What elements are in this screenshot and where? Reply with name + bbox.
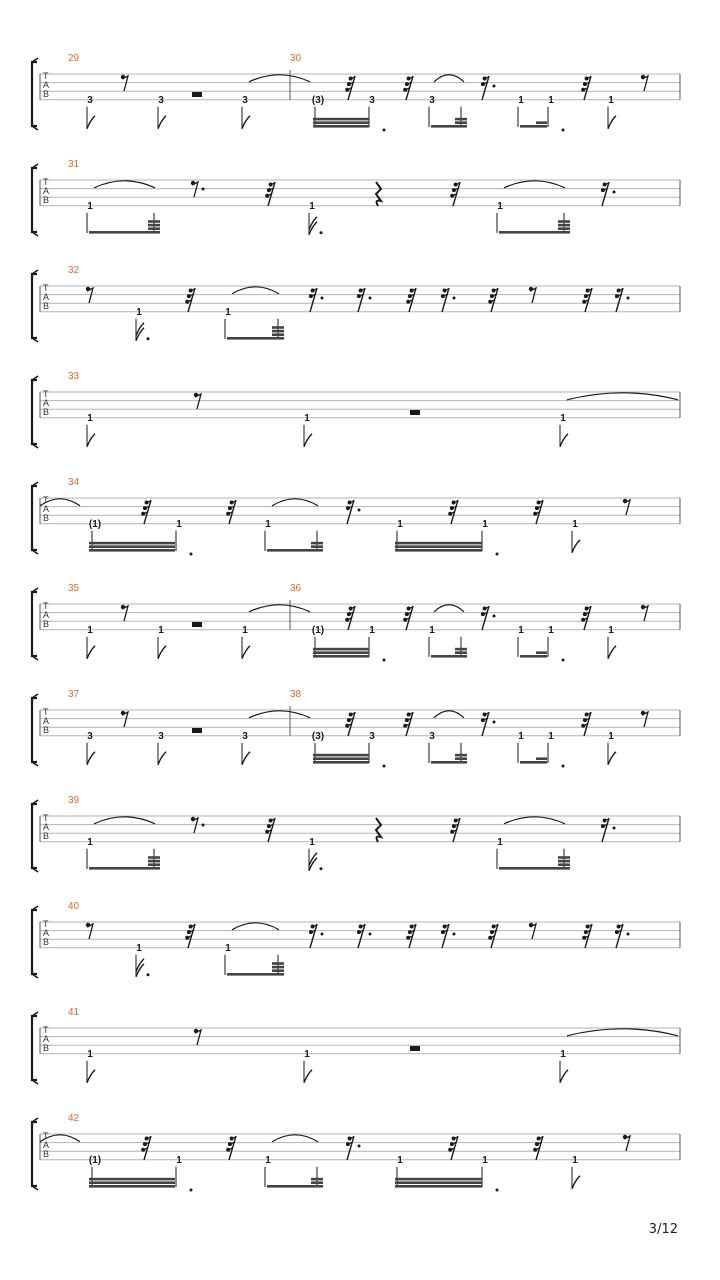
note-dot [320, 867, 323, 870]
note-beam [89, 542, 175, 545]
tie-arc [567, 1029, 678, 1036]
tie-arc [567, 393, 678, 400]
tab-clef-letter: T [43, 707, 49, 717]
note-beam [89, 1178, 175, 1181]
note-dot [562, 659, 565, 662]
note-dot [147, 973, 150, 976]
fret-number: 1 [497, 836, 503, 848]
measure-number: 41 [68, 1007, 80, 1018]
half-rest [192, 92, 202, 97]
fret-number: 1 [497, 200, 503, 212]
fret-number: 1 [87, 836, 93, 848]
tab-clef-letter: T [43, 919, 49, 929]
note-beam [313, 754, 369, 757]
rest-dot [627, 297, 630, 300]
note-beam [313, 648, 369, 651]
measure-number: 29 [68, 53, 80, 64]
fret-number: 3 [158, 730, 164, 742]
fret-number: 3 [87, 730, 93, 742]
note-beam [395, 1178, 482, 1181]
tie-arc [434, 75, 464, 82]
note-beam [89, 1181, 175, 1184]
note-beam [272, 962, 284, 965]
measure-number: 42 [68, 1113, 80, 1124]
note-beam [313, 757, 369, 760]
measure-number: 40 [68, 901, 80, 912]
note-beam [558, 220, 570, 223]
tab-clef-letter: A [43, 1140, 50, 1150]
note-beam [455, 651, 467, 654]
note-beam [89, 867, 160, 870]
note-beam [267, 549, 323, 552]
eighth-rest [122, 76, 128, 91]
fret-number: 1 [548, 624, 554, 636]
fret-number: 1 [87, 412, 93, 424]
half-rest [410, 1046, 420, 1051]
fret-number: 1 [518, 730, 524, 742]
eighth-rest [122, 606, 128, 621]
note-beam [272, 966, 284, 969]
note-beam [558, 863, 570, 866]
fret-number: 1 [265, 518, 271, 530]
fret-number: 1 [369, 624, 375, 636]
note-flag [608, 116, 616, 129]
tie-arc [272, 1135, 318, 1142]
rest-dot [493, 721, 496, 724]
tie-arc [434, 605, 464, 612]
measure-number: 35 [68, 583, 80, 594]
note-beam [267, 1185, 323, 1188]
rest-dot [453, 933, 456, 936]
note-beam [455, 757, 467, 760]
note-beam [520, 761, 547, 764]
note-flag [242, 116, 250, 129]
note-beam [148, 227, 160, 230]
tab-system-2 [32, 159, 680, 236]
system-bracket [32, 168, 37, 232]
tie-arc [232, 287, 279, 294]
note-beam [499, 867, 570, 870]
note-dot [383, 659, 386, 662]
rest-dot [358, 509, 361, 512]
fret-number: (3) [311, 730, 325, 742]
note-beam [313, 125, 369, 128]
tab-clef-letter: A [43, 1034, 50, 1044]
eighth-rest [642, 76, 648, 91]
note-dot [190, 553, 193, 556]
tab-clef-letter: T [43, 283, 49, 293]
fret-number: 1 [608, 624, 614, 636]
note-flag [608, 646, 616, 659]
rest-dot [202, 824, 205, 827]
note-beam [431, 125, 467, 128]
note-beam [395, 1181, 482, 1184]
rest-dot [321, 933, 324, 936]
note-beam [227, 973, 284, 976]
eighth-rest [642, 606, 648, 621]
tie-arc [272, 499, 318, 506]
tie-arc [94, 181, 155, 188]
tab-clef-letter: A [43, 398, 50, 408]
note-beam [431, 655, 467, 658]
note-flag [158, 752, 166, 765]
half-rest [410, 410, 420, 415]
tie-arc [249, 605, 310, 612]
note-beam [148, 856, 160, 859]
fret-number: 1 [304, 1048, 310, 1060]
eighth-rest [87, 924, 93, 939]
note-beam [558, 860, 570, 863]
note-dot [383, 129, 386, 132]
note-dot [190, 1189, 193, 1192]
note-beam [148, 863, 160, 866]
tab-clef-letter: A [43, 80, 50, 90]
note-dot [147, 337, 150, 340]
tab-system-8 [32, 795, 680, 872]
note-dot [383, 765, 386, 768]
system-bracket [32, 1016, 37, 1080]
fret-number: 1 [309, 836, 315, 848]
fret-number: (1) [88, 1154, 102, 1166]
fret-number: 1 [158, 624, 164, 636]
fret-number: 1 [304, 412, 310, 424]
note-flag [158, 116, 166, 129]
note-beam [272, 326, 284, 329]
note-beam [558, 856, 570, 859]
measure-number: 34 [68, 477, 80, 488]
note-beam [89, 545, 175, 548]
note-beam [148, 220, 160, 223]
eighth-rest [195, 394, 201, 409]
tie-arc [249, 75, 310, 82]
fret-number: 1 [572, 1154, 578, 1166]
fret-number: 1 [482, 1154, 488, 1166]
quarter-rest [376, 182, 381, 206]
note-beam [313, 121, 369, 124]
tab-system-7 [32, 689, 680, 768]
note-beam [499, 231, 570, 234]
rest-dot [369, 297, 372, 300]
note-flag [572, 540, 580, 553]
tab-system-1 [32, 53, 680, 132]
note-beam [536, 757, 547, 760]
tab-clef-letter: T [43, 177, 49, 187]
eighth-rest [192, 818, 198, 833]
note-flag [560, 434, 568, 447]
fret-number: 1 [87, 624, 93, 636]
note-beam [272, 333, 284, 336]
note-beam [455, 121, 467, 124]
tab-clef-letter: A [43, 186, 50, 196]
tab-clef-letter: A [43, 822, 50, 832]
half-rest [192, 622, 202, 627]
note-beam [311, 1178, 323, 1181]
fret-number: 3 [242, 94, 248, 106]
fret-number: 1 [518, 624, 524, 636]
fret-number: 1 [397, 1154, 403, 1166]
rest-dot [613, 191, 616, 194]
fret-number: 1 [560, 1048, 566, 1060]
note-flag [87, 1070, 95, 1083]
note-beam [311, 545, 323, 548]
fret-number: 1 [548, 94, 554, 106]
rest-dot [358, 1145, 361, 1148]
eighth-rest [87, 288, 93, 303]
note-flag [87, 434, 95, 447]
tie-arc [94, 817, 155, 824]
note-beam [558, 227, 570, 230]
note-beam [313, 761, 369, 764]
note-beam [455, 648, 467, 651]
rest-dot [369, 933, 372, 936]
tab-clef-letter: B [43, 937, 50, 947]
tab-clef-letter: B [43, 1149, 50, 1159]
fret-number: 1 [136, 306, 142, 318]
tab-clef-letter: T [43, 71, 49, 81]
rest-dot [493, 615, 496, 618]
tab-clef-letter: B [43, 513, 50, 523]
note-beam [313, 655, 369, 658]
note-beam [520, 125, 547, 128]
tie-arc [504, 181, 565, 188]
fret-number: 3 [87, 94, 93, 106]
note-dot [562, 765, 565, 768]
fret-number: 1 [87, 1048, 93, 1060]
tab-clef-letter: B [43, 1043, 50, 1053]
note-beam [520, 655, 547, 658]
tab-clef-letter: A [43, 504, 50, 514]
note-flag [572, 1176, 580, 1189]
tab-clef-letter: T [43, 389, 49, 399]
tie-arc [434, 711, 464, 718]
tab-clef-letter: T [43, 601, 49, 611]
rest-dot [453, 297, 456, 300]
eighth-rest [195, 1030, 201, 1045]
note-beam [455, 118, 467, 121]
tab-system-11 [32, 1113, 680, 1192]
system-bracket [32, 592, 37, 656]
fret-number: 1 [608, 94, 614, 106]
note-flag [304, 1070, 312, 1083]
note-flag [242, 646, 250, 659]
note-beam [89, 1185, 175, 1188]
system-bracket [32, 698, 37, 762]
tab-system-9 [32, 901, 680, 978]
note-flag [87, 646, 95, 659]
tab-clef-letter: T [43, 495, 49, 505]
tab-clef-letter: B [43, 407, 50, 417]
eighth-rest [530, 288, 536, 303]
measure-number: 32 [68, 265, 80, 276]
fret-number: 1 [548, 730, 554, 742]
eighth-rest [192, 182, 198, 197]
eighth-rest [642, 712, 648, 727]
tie-arc [232, 923, 279, 930]
note-beam [313, 118, 369, 121]
eighth-rest [624, 500, 630, 515]
tab-clef-letter: B [43, 619, 50, 629]
tab-clef-letter: T [43, 1131, 49, 1141]
fret-number: 1 [176, 518, 182, 530]
tab-system-6 [32, 583, 680, 662]
system-bracket [32, 486, 37, 550]
note-flag [242, 752, 250, 765]
note-beam [313, 651, 369, 654]
fret-number: 1 [176, 1154, 182, 1166]
fret-number: 1 [309, 200, 315, 212]
note-beam [558, 224, 570, 227]
note-flag [87, 116, 95, 129]
tab-clef-letter: B [43, 89, 50, 99]
measure-number: 33 [68, 371, 80, 382]
eighth-rest [530, 924, 536, 939]
measure-number: 30 [290, 53, 302, 64]
quarter-rest [376, 818, 381, 842]
system-bracket [32, 380, 37, 444]
note-beam [395, 542, 482, 545]
note-beam [311, 1181, 323, 1184]
tab-clef-letter: B [43, 301, 50, 311]
note-beam [395, 545, 482, 548]
eighth-rest [624, 1136, 630, 1151]
fret-number: 1 [560, 412, 566, 424]
note-beam [148, 860, 160, 863]
measure-number: 39 [68, 795, 80, 806]
fret-number: 1 [608, 730, 614, 742]
tab-system-3 [32, 265, 680, 342]
page-number: 3/12 [648, 1222, 678, 1237]
fret-number: 1 [572, 518, 578, 530]
note-beam [227, 337, 284, 340]
note-dot [320, 231, 323, 234]
fret-number: 1 [136, 942, 142, 954]
fret-number: 3 [369, 730, 375, 742]
tab-clef-letter: A [43, 292, 50, 302]
note-beam [431, 761, 467, 764]
rest-dot [321, 297, 324, 300]
system-bracket [32, 274, 37, 338]
fret-number: 1 [265, 1154, 271, 1166]
fret-number: 1 [518, 94, 524, 106]
system-bracket [32, 62, 37, 126]
system-bracket [32, 1122, 37, 1186]
fret-number: (3) [311, 94, 325, 106]
fret-number: 1 [242, 624, 248, 636]
measure-number: 38 [290, 689, 302, 700]
note-beam [89, 231, 160, 234]
fret-number: 1 [429, 624, 435, 636]
half-rest [192, 728, 202, 733]
tab-clef-letter: B [43, 831, 50, 841]
eighth-rest [122, 712, 128, 727]
tab-system-10 [32, 1007, 680, 1084]
note-flag [560, 1070, 568, 1083]
note-beam [395, 549, 482, 552]
note-dot [562, 129, 565, 132]
tab-clef-letter: A [43, 928, 50, 938]
note-flag [87, 752, 95, 765]
tab-clef-letter: A [43, 716, 50, 726]
tab-clef-letter: B [43, 725, 50, 735]
rest-dot [202, 188, 205, 191]
tab-system-4 [32, 371, 680, 448]
measure-number: 36 [290, 583, 302, 594]
fret-number: 3 [429, 730, 435, 742]
tie-arc [504, 817, 565, 824]
note-flag [304, 434, 312, 447]
note-beam [311, 542, 323, 545]
fret-number: 1 [397, 518, 403, 530]
note-beam [536, 651, 547, 654]
fret-number: (1) [88, 518, 102, 530]
fret-number: 3 [242, 730, 248, 742]
fret-number: 1 [225, 942, 231, 954]
system-bracket [32, 804, 37, 868]
note-flag [608, 752, 616, 765]
note-beam [395, 1185, 482, 1188]
note-dot [496, 553, 499, 556]
fret-number: 3 [429, 94, 435, 106]
fret-number: 1 [225, 306, 231, 318]
note-flag [158, 646, 166, 659]
fret-number: 3 [369, 94, 375, 106]
rest-dot [493, 85, 496, 88]
tie-arc [249, 711, 310, 718]
note-beam [536, 121, 547, 124]
rest-dot [627, 933, 630, 936]
tab-clef-letter: B [43, 195, 50, 205]
fret-number: 3 [158, 94, 164, 106]
fret-number: 1 [87, 200, 93, 212]
tab-clef-letter: A [43, 610, 50, 620]
measure-number: 37 [68, 689, 80, 700]
tab-clef-letter: T [43, 813, 49, 823]
note-beam [89, 549, 175, 552]
note-beam [272, 969, 284, 972]
note-beam [272, 330, 284, 333]
system-bracket [32, 910, 37, 974]
note-dot [496, 1189, 499, 1192]
note-beam [455, 754, 467, 757]
measure-number: 31 [68, 159, 80, 170]
fret-number: 1 [482, 518, 488, 530]
tab-clef-letter: T [43, 1025, 49, 1035]
fret-number: (1) [311, 624, 325, 636]
rest-dot [613, 827, 616, 830]
note-beam [148, 224, 160, 227]
tab-system-5 [32, 477, 680, 556]
